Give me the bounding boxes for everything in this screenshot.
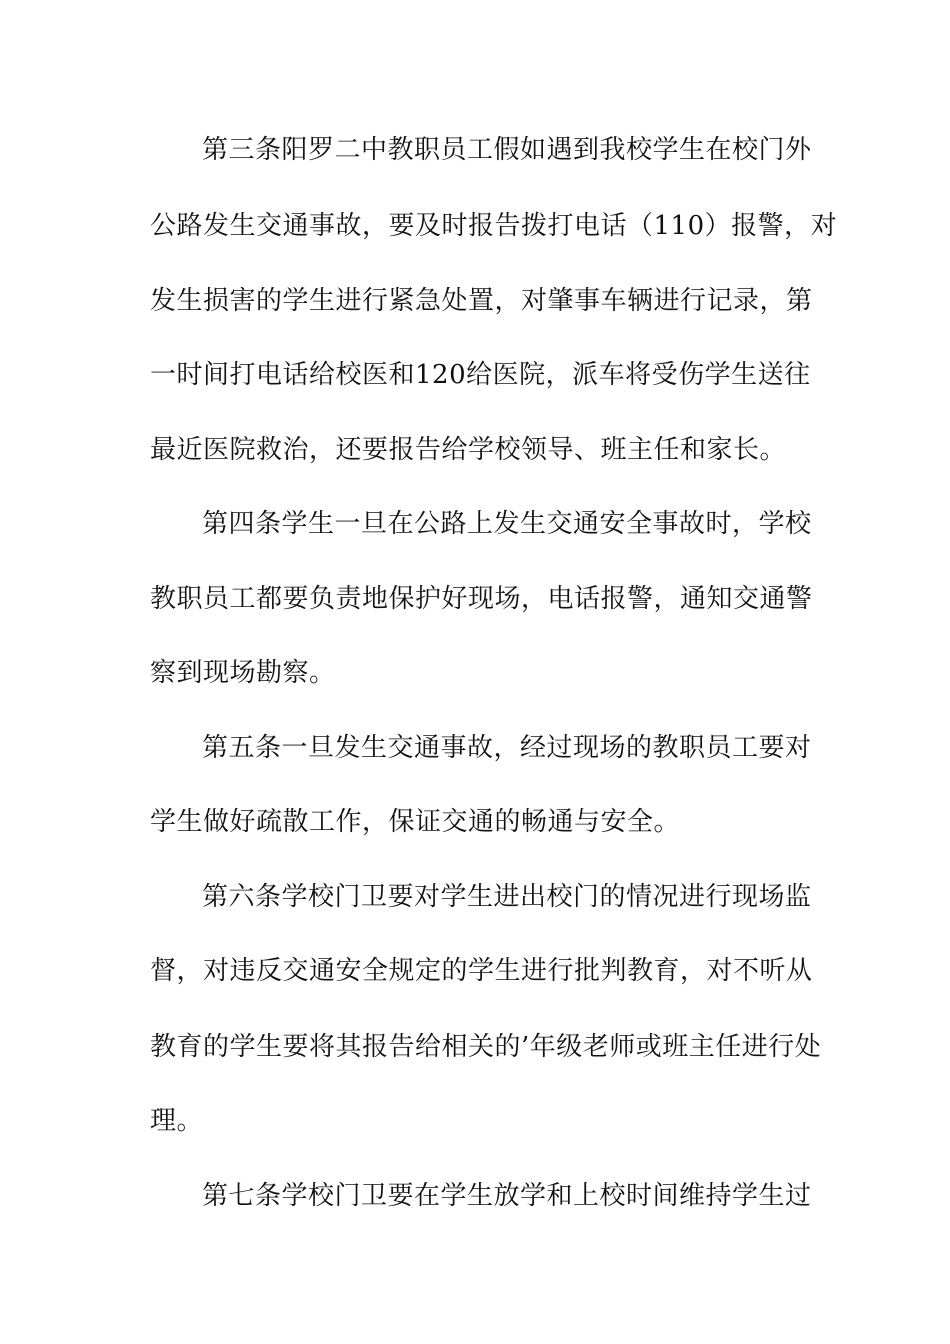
text-line: 教育的学生要将其报告给相关的’年级老师或班主任进行处 <box>150 1032 822 1062</box>
text-line: 最近医院救治，还要报告给学校领导、班主任和家长。 <box>150 435 787 465</box>
text-line: 第三条阳罗二中教职员工假如遇到我校学生在校门外 <box>202 135 812 165</box>
text-line: 督，对违反交通安全规定的学生进行批判教育，对不听从 <box>150 956 813 986</box>
text-line: 学生做好疏散工作，保证交通的畅通与安全。 <box>150 807 681 837</box>
text-line: 第四条学生一旦在公路上发生交通安全事故时，学校 <box>202 509 812 539</box>
text-line: 教职员工都要负责地保护好现场，电话报警，通知交通警 <box>150 584 813 614</box>
text-line: 一时间打电话给校医和120给医院，派车将受伤学生送往 <box>150 360 811 390</box>
text-line: 察到现场勘察。 <box>150 658 336 688</box>
text-line: 第六条学校门卫要对学生进出校门的情况进行现场监 <box>202 882 812 912</box>
text-line: 公路发生交通事故，要及时报告拨打电话（110）报警，对 <box>150 211 838 241</box>
text-line: 理。 <box>150 1106 204 1136</box>
text-line: 第五条一旦发生交通事故，经过现场的教职员工要对 <box>202 733 812 763</box>
text-line: 第七条学校门卫要在学生放学和上校时间维持学生过 <box>202 1181 812 1211</box>
text-line: 发生损害的学生进行紧急处置，对肇事车辆进行记录，第 <box>150 286 813 316</box>
